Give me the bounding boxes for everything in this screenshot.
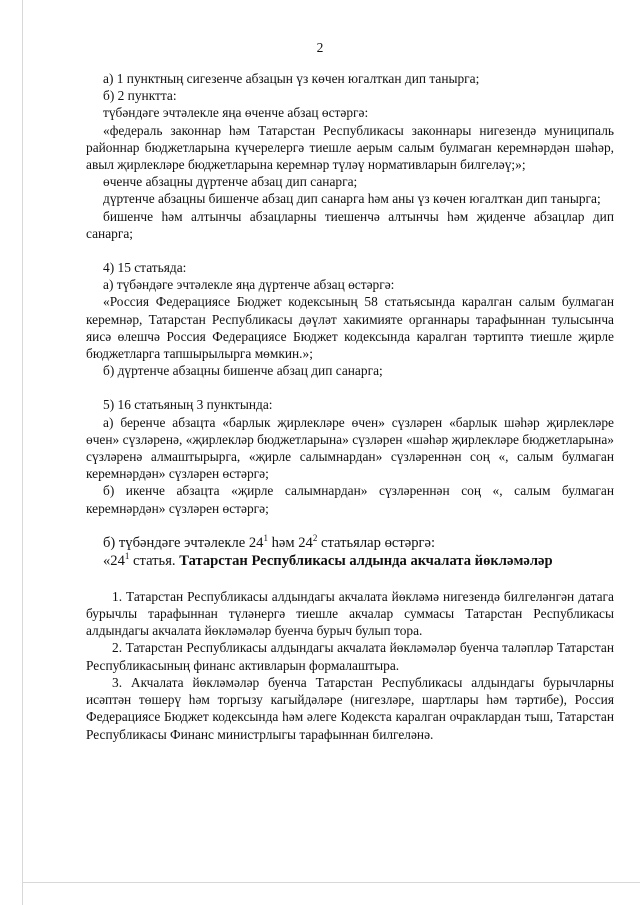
- paragraph: «федераль законнар һәм Татарстан Республикасы законнары нигезендә муниципаль районнар бюджетларына күчерелергә тиешле аерым салым булмаган керемнәрдән шәһәр, авыл җирлекләре бюджетларына керемнәр түләү нормативларын билгеләү;»;: [86, 122, 614, 173]
- paragraph: 5) 16 статьяның 3 пунктында:: [103, 397, 273, 413]
- spacer: [86, 517, 614, 534]
- paragraph: өченче абзацны дүртенче абзац дип санарга;: [103, 174, 358, 190]
- paragraph: б) дүртенче абзацны бишенче абзац дип санарга;: [103, 363, 383, 379]
- paragraph: а) 1 пунктның сигезенче абзацын үз көчен югалткан дип танырга;: [103, 71, 480, 86]
- page-number: 2: [316, 40, 324, 55]
- paragraph: түбәндәге эчтәлекле яңа өченче абзац өстәргә:: [103, 105, 369, 121]
- spacer: [86, 379, 614, 396]
- paragraph: бишенче һәм алтынчы абзацларны тиешенчә алтынчы һәм җиденче абзацлар дип санарга;: [86, 208, 614, 241]
- article-item: 2. Татарстан Республикасы алдындагы акчалата йөкләмәләр буенча таләпләр Татарстан Республикасының финанс активларын формалаштыра.: [86, 640, 614, 673]
- document-body: [86, 70, 614, 743]
- paragraph: дүртенче абзацны бишенче абзац дип санарга һәм аны үз көчен югалткан дип танырга;: [103, 191, 601, 207]
- paragraph: б) икенче абзацта «җирле салымнардан» сүзләреннән соң «, салым булмаган керемнәрдән» сүзләрен өстәргә;: [86, 483, 614, 516]
- spacer: [86, 571, 614, 588]
- scan-edge-left: [22, 0, 23, 905]
- scan-edge-bottom: [22, 882, 640, 883]
- paragraph: б) 2 пунктта:: [103, 88, 177, 104]
- paragraph: а) түбәндәге эчтәлекле яңа дүртенче абзац өстәргә:: [103, 277, 395, 293]
- article-heading: «$24^1$ статья. Татарстан Республикасы алдында акчалата йөкләмәләр: [103, 551, 553, 570]
- paragraph: 4) 15 статьяда:: [103, 260, 187, 276]
- new-articles-intro: б) түбәндәге эчтәлекле $24^1$ һәм $24^2$ статьялар өстәргә:: [103, 533, 436, 551]
- article-item: 1. Татарстан Республикасы алдындагы акчалата йөкләмә нигезендә билгеләнгән датага бурычлы тарафыннан түләнергә тиешле акчалар суммасы Татарстан Республикасы алдындагы акчалата йөкләмәләр буенча бурыч булып тора.: [86, 588, 614, 639]
- paragraph: «Россия Федерациясе Бюджет кодексының 58 статьясында каралган салым булмаган керемнәр, Татарстан Республикасы дәүләт хакимияте органнары тарафыннан тулысынча яисә өлешчә Россия Федерациясе Бюджет кодексында каралган тәртиптә тиешле җирле бюджетларга тапшырылырга мөмкин.»;: [86, 294, 614, 362]
- paragraph: а) беренче абзацта «барлык җирлекләре өчен» сүзләрен «барлык шәһәр җирлекләре өчен» сүзләренә, «җирлекләр бюджетларына» сүзләрен «шәһәр җирлекләре бюджетларына» сүзләренә алмаштырырга, «җирле салымнардан» сүзләреннән соң «, салым булмаган керемнәрдән» сүзләрен өстәргә;: [86, 414, 614, 482]
- article-item: 3. Акчалата йөкләмәләр буенча Татарстан Республикасы алдындагы бурычларны исәптән төшерү һәм торгызу кагыйдәләре (нигезләре, шартлары һәм тәртибе), Россия Федерациясе Бюджет кодексында һәм әлеге Кодекста каралган очраклардан тыш, Татарстан Республикасы Финанс министрлыгы тарафыннан билгеләнә.: [86, 674, 614, 742]
- spacer: [86, 242, 614, 259]
